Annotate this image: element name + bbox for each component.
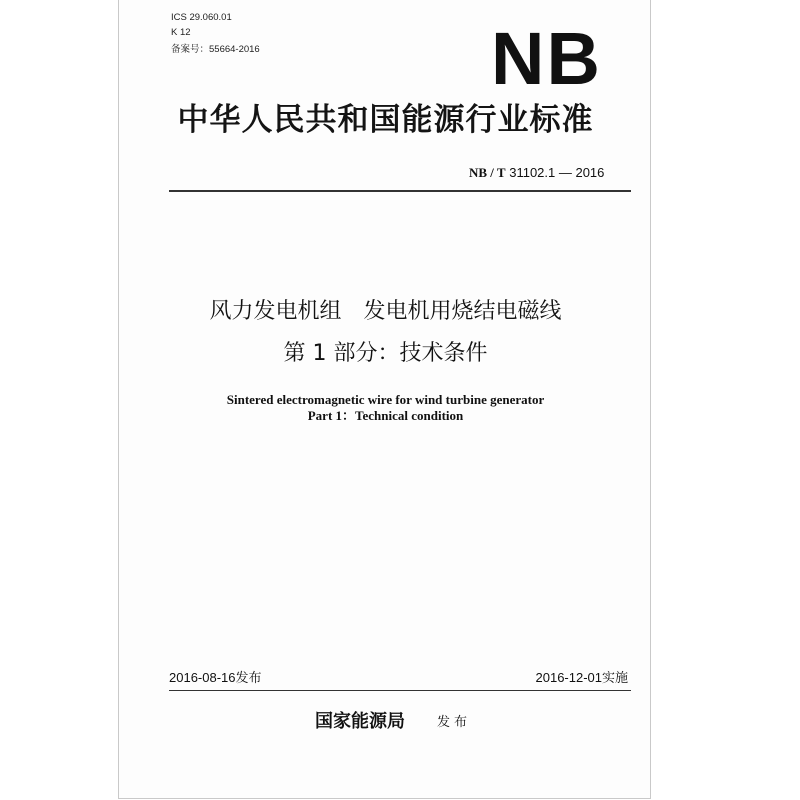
standard-number-value: 31102.1 — 2016	[505, 165, 605, 180]
ics-code: ICS 29.060.01	[171, 12, 232, 23]
nb-logo: NB	[491, 17, 602, 100]
standard-prefix: NB / T	[469, 165, 506, 180]
org-title: 中华人民共和国能源行业标准	[177, 102, 594, 138]
title-zh-line2: 第 1 部分：技术条件	[283, 341, 488, 366]
record-number: 备案号：55664-2016	[171, 44, 260, 55]
category-code: K 12	[171, 27, 191, 38]
title-en-line2: Part 1：Technical condition	[307, 408, 464, 423]
publisher-name: 国家能源局	[315, 711, 405, 732]
title-zh-line1: 风力发电机组 发电机用烧结电磁线	[209, 299, 562, 324]
standard-cover	[118, 0, 651, 799]
standard-number	[469, 165, 604, 181]
header-divider	[169, 190, 631, 192]
footer-divider	[169, 690, 631, 691]
publish-label: 发布	[437, 715, 472, 730]
issue-date: 2016-08-16发布	[169, 670, 262, 685]
implementation-date: 2016-12-01实施	[535, 670, 628, 685]
title-en-line1: Sintered electromagnetic wire for wind turbine generator	[226, 392, 545, 407]
